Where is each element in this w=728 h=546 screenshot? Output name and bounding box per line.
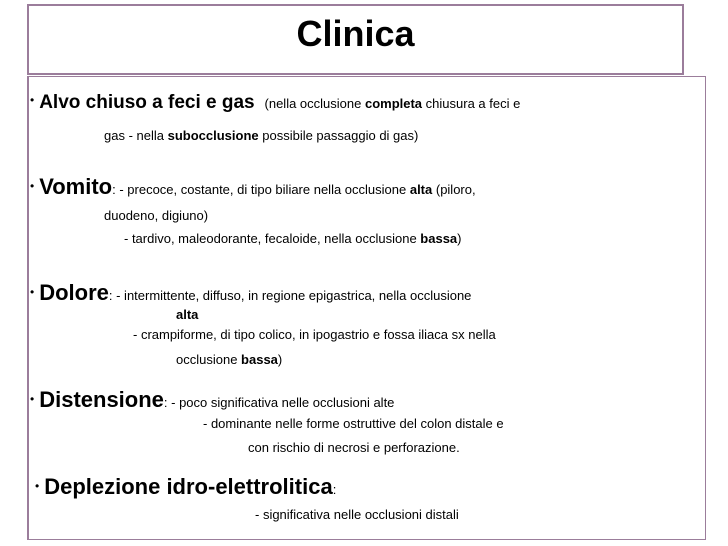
vomito-item: • Vomito: - precoce, costante, di tipo biliare nella occlusione alta (piloro, [30, 174, 476, 199]
bullet: • [30, 179, 35, 193]
alvo-text: chiusura a feci e [422, 96, 521, 111]
alvo-line2: gas - nella subocclusione possibile passaggio di gas) [104, 128, 419, 143]
bullet: • [30, 285, 35, 299]
vomito-line3: - tardivo, maleodorante, fecaloide, nella occlusione bassa) [124, 231, 462, 246]
distensione-item: • Distensione: - poco significativa nelle occlusioni alte [30, 387, 395, 412]
dolore-line2: alta [176, 307, 199, 322]
deplezione-item: • Deplezione idro-elettrolitica: [35, 474, 337, 499]
distensione-heading: Distensione [39, 387, 164, 412]
bullet: • [30, 392, 35, 406]
vomito-line2: duodeno, digiuno) [104, 208, 209, 223]
dolore-item: • Dolore: - intermittente, diffuso, in regione epigastrica, nella occlusione [30, 280, 472, 305]
alvo-heading: Alvo chiuso a feci e gas [39, 92, 255, 113]
dolore-line4: occlusione bassa) [176, 352, 283, 367]
distensione-line2: - dominante nelle forme ostruttive del colon distale e [203, 416, 504, 431]
bullet: • [35, 479, 40, 493]
dolore-line3: - crampiforme, di tipo colico, in ipogastrio e fossa iliaca sx nella [133, 327, 496, 342]
alvo-item [30, 94, 520, 113]
slide-title: Clinica [296, 13, 415, 54]
dolore-heading: Dolore [39, 280, 109, 305]
bullet: • [30, 93, 35, 107]
alvo-text: (nella occlusione [264, 96, 365, 111]
deplezione-line2: - significativa nelle occlusioni distali [255, 507, 459, 522]
content-frame [27, 76, 706, 540]
distensione-line3: con rischio di necrosi e perforazione. [248, 440, 460, 455]
deplezione-heading: Deplezione idro-elettrolitica [44, 474, 333, 499]
vomito-heading: Vomito [39, 174, 113, 199]
alvo-bold: completa [364, 96, 423, 111]
